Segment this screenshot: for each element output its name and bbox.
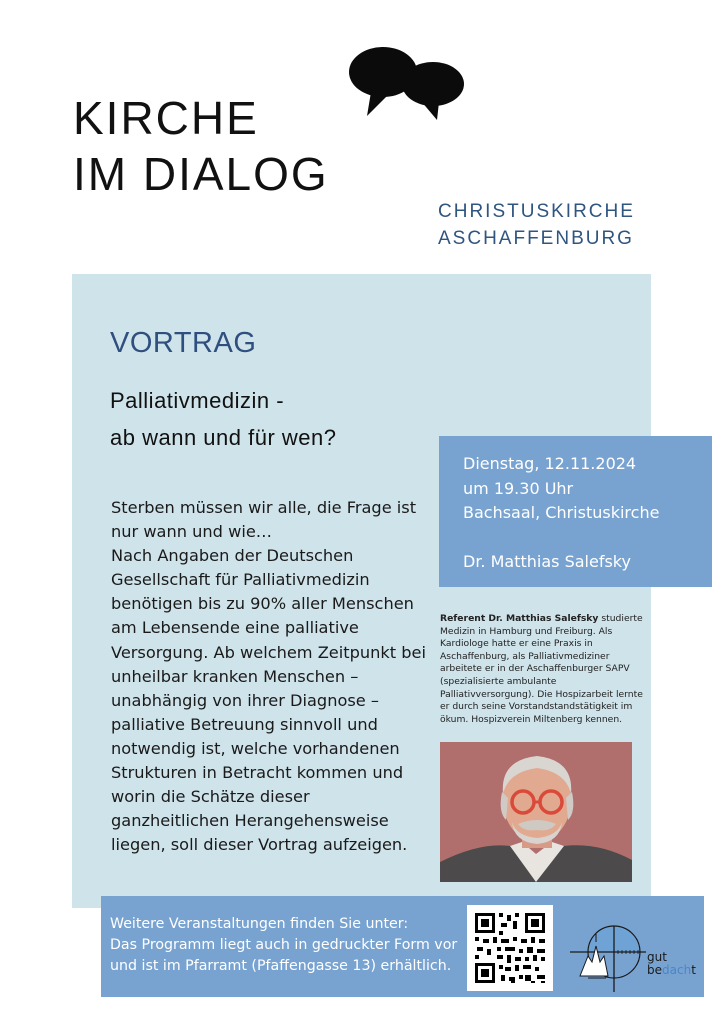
footer-line-3: und ist im Pfarramt (Pfaffengasse 13) erhältlich. (110, 958, 452, 974)
description-line: ganzheitlichen Herangehensweise (111, 811, 389, 831)
footer-line-1: Weitere Veranstaltungen finden Sie unter: (110, 916, 409, 932)
logo-word-2 (647, 964, 696, 977)
bio-line: (spezialisierte ambulante (440, 675, 557, 687)
event-speaker: Dr. Matthias Salefsky (463, 551, 631, 571)
logo-word-2-part-c: t (691, 963, 696, 977)
venue-line-2: ASCHAFFENBURG (438, 228, 634, 249)
description-line: palliative Betreuung sinnvoll und (111, 714, 378, 734)
description-line: unabhängig von ihrer Diagnose – (111, 690, 380, 710)
bio-line: Kardiologe hatte er eine Praxis in (440, 638, 593, 650)
bio-line: er durch seine Vorstandstandstätigkeit im (440, 701, 633, 713)
logo-wordmark (647, 951, 696, 977)
speech-bubbles-icon (345, 44, 467, 124)
footer-line-2: Das Programm liegt auch in gedruckter Form vor (110, 937, 458, 953)
description-line: Gesellschaft für Palliativmedizin (111, 570, 370, 590)
bio-line: Aschaffenburg, als Palliativmediziner (440, 650, 610, 662)
description-line: worin die Schätze dieser (111, 787, 310, 807)
footer-info (110, 914, 457, 977)
title-line-1: KIRCHE (73, 92, 259, 144)
event-date: Dienstag, 12.11.2024 (463, 454, 637, 473)
logo-word-2-part-b: dach (662, 963, 692, 977)
logo-word-2-part-a: be (647, 963, 662, 977)
description-line: Nach Angaben der Deutschen (111, 546, 354, 566)
description-line: am Lebensende eine palliative (111, 618, 359, 638)
talk-title-line-2: ab wann und für wen? (110, 425, 337, 450)
description-line: nur wann und wie… (111, 522, 272, 542)
description-line: unheilbar kranken Menschen – (111, 666, 359, 686)
logo-word-1: gut (647, 950, 667, 964)
bio-lead: Referent Dr. Matthias Salefsky (440, 613, 599, 624)
description-line: liegen, soll dieser Vortrag aufzeigen. (111, 835, 408, 855)
description-line: Sterben müssen wir alle, die Frage ist (111, 498, 417, 517)
gut-bedacht-logo (566, 906, 696, 992)
bio-line (440, 613, 650, 626)
page-title (73, 90, 329, 202)
event-location: Bachsaal, Christuskirche (463, 503, 660, 522)
speaker-bio (440, 613, 650, 726)
title-line-2: IM DIALOG (73, 148, 329, 200)
bio-line: arbeitete er in der Aschaffenburger SAPV (440, 663, 630, 675)
qr-code[interactable] (467, 905, 553, 991)
venue-line-1: CHRISTUSKIRCHE (438, 201, 635, 222)
bio-line: Palliativversorgung). Die Hospizarbeit lernte (440, 688, 643, 700)
talk-description (111, 496, 431, 857)
bio-lead-rest: studierte (598, 613, 643, 624)
event-time: um 19.30 Uhr (463, 478, 574, 498)
bio-line: Medizin in Hamburg und Freiburg. Als (440, 625, 613, 637)
description-line: Strukturen in Betracht kommen und (111, 763, 404, 783)
description-line: notwendig ist, welche vorhandenen (111, 738, 400, 758)
event-details (463, 452, 659, 574)
description-line: Versorgung. Ab welchem Zeitpunkt bei (111, 642, 427, 662)
talk-title (110, 382, 337, 456)
talk-title-line-1: Palliativmedizin - (110, 388, 285, 413)
talk-kicker: VORTRAG (110, 327, 257, 359)
speaker-photo (440, 742, 632, 882)
description-line: benötigen bis zu 90% aller Menschen (111, 594, 414, 614)
bio-line: ökum. Hospizverein Miltenberg kennen. (440, 713, 623, 725)
venue-heading (438, 198, 635, 252)
